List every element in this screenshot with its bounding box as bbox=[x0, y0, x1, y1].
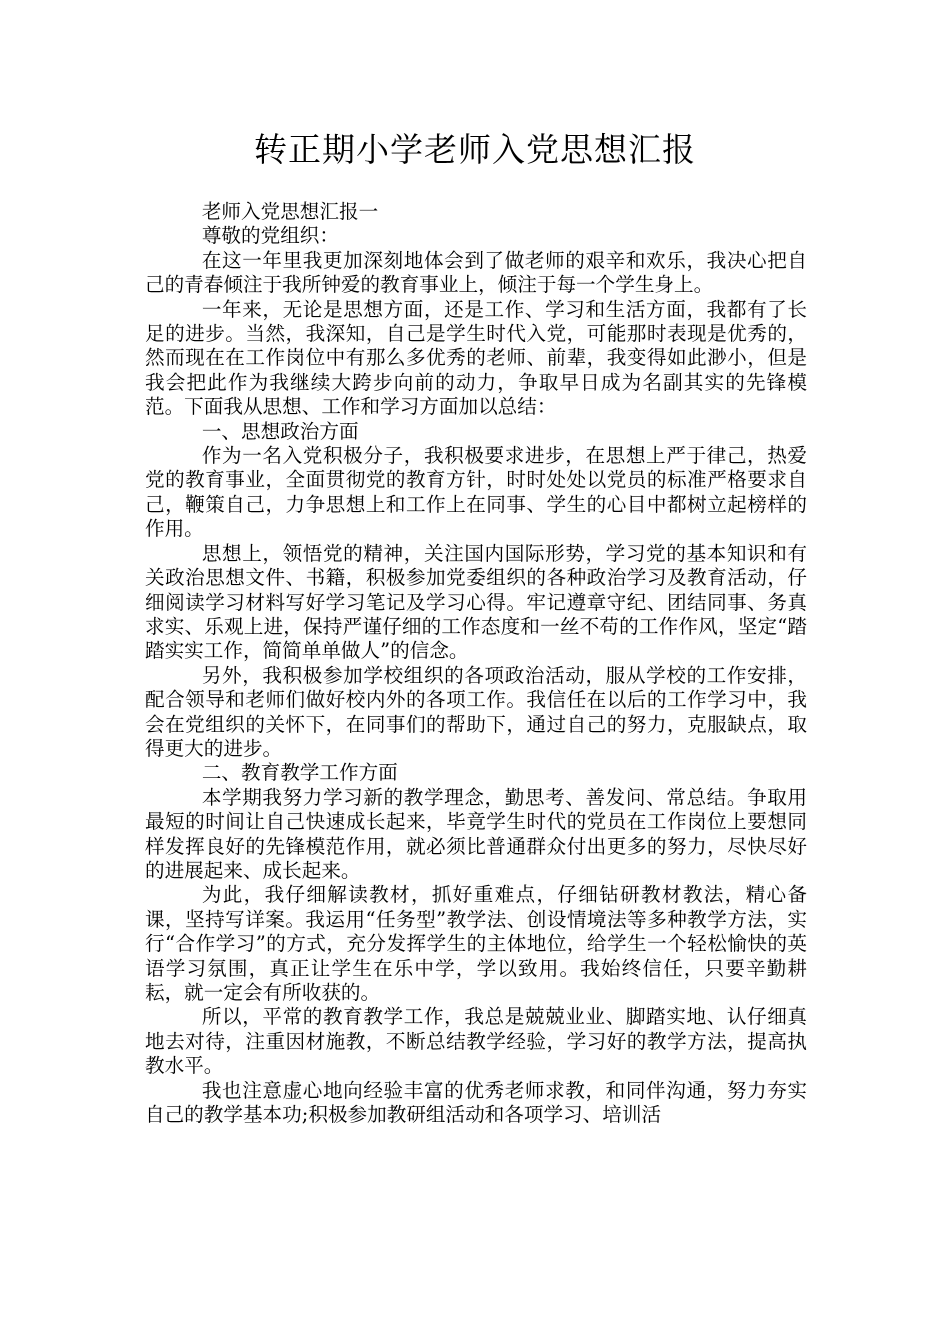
paragraph: 在这一年里我更加深刻地体会到了做老师的艰辛和欢乐，我决心把自己的青春倾注于我所钟爱的教育事业上，倾注于每一个学生身上。 bbox=[145, 248, 807, 297]
section-heading: 一、思想政治方面 bbox=[201, 419, 359, 443]
paragraph-salutation: 尊敬的党组织： bbox=[201, 224, 339, 248]
paragraph: 一年来，无论是思想方面，还是工作、学习和生活方面，我都有了长足的进步。当然，我深知，自己是学生时代入党，可能那时表现是优秀的，然而现在在工作岗位中有那么多优秀的老师、前辈，我变得如此渺小，但是我会把此作为我继续大跨步向前的动力，争取早日成为名副其实的先锋模范。下面我从思想、工作和学习方面加以总结： bbox=[145, 297, 807, 419]
paragraph: 作为一名入党积极分子，我积极要求进步，在思想上严于律己，热爱党的教育事业，全面贯彻党的教育方针，时时处处以党员的标准严格要求自己，鞭策自己，力争思想上和工作上在同事、学生的心目中都树立起榜样的作用。 bbox=[145, 444, 807, 541]
paragraph: 所以，平常的教育教学工作，我总是兢兢业业、脚踏实地、认仔细真地去对待，注重因材施教，不断总结教学经验，学习好的教学方法，提高执教水平。 bbox=[145, 1005, 807, 1078]
paragraph: 思想上，领悟党的精神，关注国内国际形势，学习党的基本知识和有关政治思想文件、书籍，积极参加党委组织的各种政治学习及教育活动，仔细阅读学习材料写好学习笔记及学习心得。牢记遵章守纪、团结同事、务真求实、乐观上进，保持严谨仔细的工作态度和一丝不苟的工作作风，坚定“踏踏实实工作，简简单单做人”的信念。 bbox=[145, 541, 807, 663]
paragraph: 我也注意虚心地向经验丰富的优秀老师求教，和同伴沟通，努力夯实自己的教学基本功;积极参加教研组活动和各项学习、培训活 bbox=[145, 1078, 807, 1127]
paragraph: 另外，我积极参加学校组织的各项政治活动，服从学校的工作安排，配合领导和老师们做好校内外的各项工作。我信任在以后的工作学习中，我会在党组织的关怀下，在同事们的帮助下，通过自己的努力，克服缺点，取得更大的进步。 bbox=[145, 663, 807, 760]
document-body bbox=[145, 200, 807, 1127]
document-title: 转正期小学老师入党思想汇报 bbox=[254, 130, 696, 169]
paragraph: 为此，我仔细解读教材，抓好重难点，仔细钻研教材教法，精心备课，坚持写详案。我运用“任务型”教学法、创设情境法等多种教学方法，实行“合作学习”的方式，充分发挥学生的主体地位，给学生一个轻松愉快的英语学习氛围，真正让学生在乐中学，学以致用。我始终信任，只要辛勤耕耘，就一定会有所收获的。 bbox=[145, 883, 807, 1004]
section-heading: 二、教育教学工作方面 bbox=[201, 761, 398, 785]
paragraph-subtitle: 老师入党思想汇报一 bbox=[201, 200, 379, 223]
paragraph: 本学期我努力学习新的教学理念，勤思考、善发问、常总结。争取用最短的时间让自己快速成长起来，毕竟学生时代的党员在工作岗位上要想同样发挥良好的先锋模范作用，就必须比普通群众付出更多的努力，尽快尽好的进展起来、成长起来。 bbox=[145, 785, 807, 882]
